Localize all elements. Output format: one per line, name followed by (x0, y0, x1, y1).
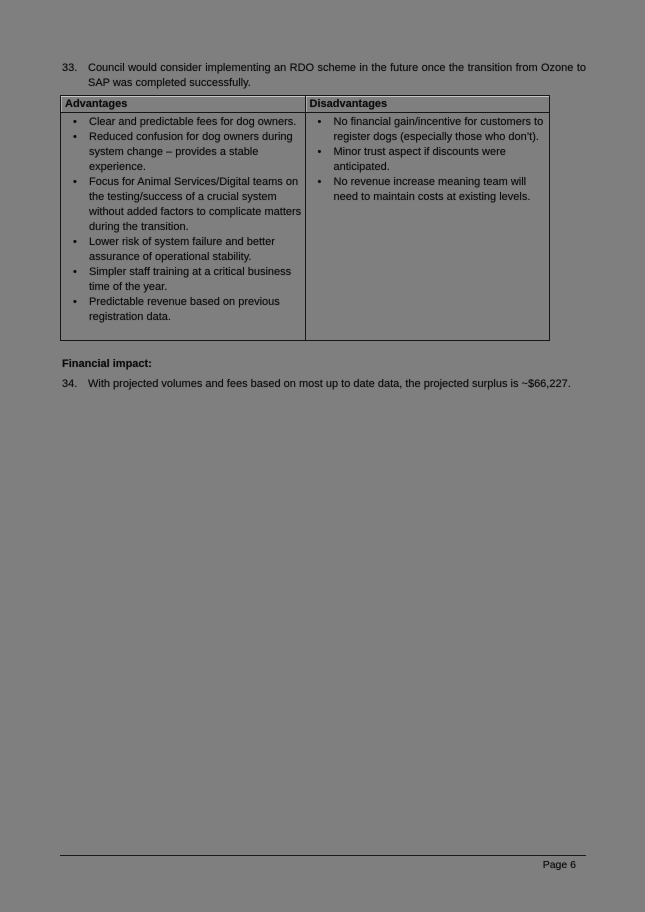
table-header-advantages: Advantages (61, 96, 306, 113)
disadvantage-item: • Minor trust aspect if discounts were anticipated. (308, 145, 547, 175)
advantage-item: • Reduced confusion for dog owners during system change – provides a stable experience. (63, 130, 302, 175)
paragraph-text: Council would consider implementing an RDO scheme in the future once the transition from Ozone to SAP was completed successfully. (88, 62, 586, 89)
advantages-cell (61, 113, 306, 341)
paragraph-text: With projected volumes and fees based on most up to date data, the projected surplus is ~$66,227. (88, 378, 571, 390)
advantage-item: • Clear and predictable fees for dog owners. (63, 115, 302, 130)
disadvantage-item: • No financial gain/incentive for customers to register dogs (especially those who don’t). (308, 115, 547, 145)
paragraph-number: 33. (62, 62, 78, 74)
financial-impact-heading: Financial impact: (62, 358, 152, 370)
table-header-row (61, 96, 550, 113)
disadvantage-item: • No revenue increase meaning team will need to maintain costs at existing levels. (308, 175, 547, 205)
paragraph-number: 34. (62, 378, 78, 390)
paragraph-34 (62, 377, 586, 392)
advantages-disadvantages-table (60, 95, 550, 341)
advantage-item: • Lower risk of system failure and better assurance of operational stability. (63, 235, 302, 265)
advantages-list (63, 115, 302, 325)
paragraph-33 (62, 61, 586, 91)
disadvantages-list (308, 115, 547, 205)
disadvantages-cell (305, 113, 550, 341)
table-body-row (61, 113, 550, 341)
advantage-item: • Simpler staff training at a critical business time of the year. (63, 265, 302, 295)
advantage-item: • Focus for Animal Services/Digital teams on the testing/success of a crucial system without added factors to complicate matters during the transition. (63, 175, 302, 235)
page-number-label: Page 6 (542, 859, 576, 871)
table-header-disadvantages: Disadvantages (305, 96, 550, 113)
advantage-item: • Predictable revenue based on previous registration data. (63, 295, 302, 325)
footer-rule (60, 855, 586, 856)
